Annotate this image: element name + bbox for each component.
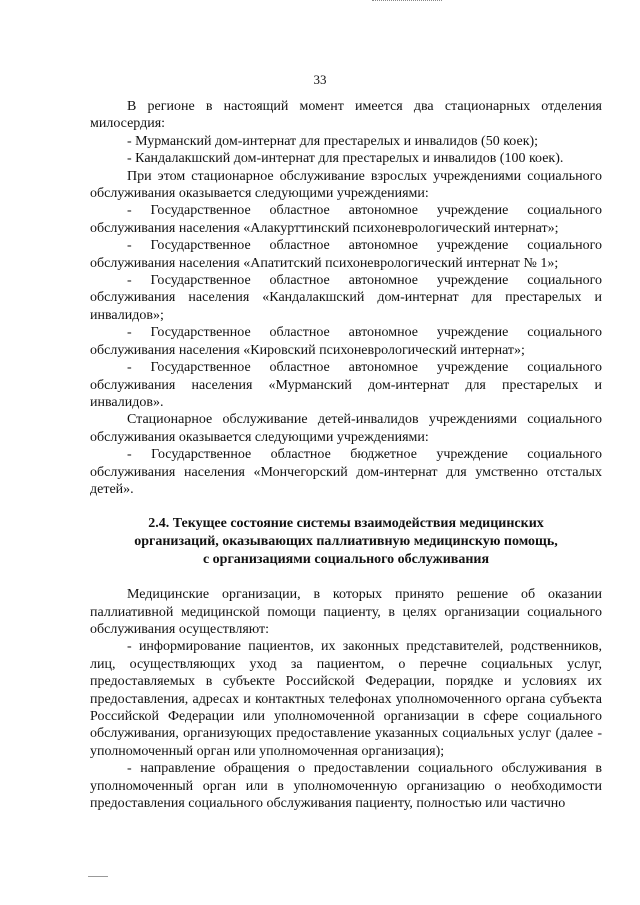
page-number: 33 [313, 72, 327, 87]
scan-artifact-bottom [88, 876, 108, 877]
list-item: - Кандалакшский дом-интернат для престарелых и инвалидов (100 коек). [127, 151, 564, 167]
list-item: - информирование пациентов, их законных представителей, родственников, лиц, осуществляющих уход за пациентом, о перечне социальных услуг, предоставляемых в субъекте Российской Федерации, порядке и условиях их предоставления, адресах и контактных телефонах уполномоченного органа субъекта Российской Федерации или уполномоченной организации в сфере социального обслуживания, организующих предоставление указанных социальных услуг (далее - уполномоченный орган или уполномоченная организация); [90, 639, 602, 759]
paragraph: В регионе в настоящий момент имеется два стационарных отделения милосердия: [90, 99, 602, 132]
section-heading [90, 515, 602, 568]
list-item: - Государственное областное бюджетное учреждение социального обслуживания населения «Мончегорский дом-интернат для умственно отсталых детей». [90, 447, 602, 497]
list-item: - Государственное областное автономное учреждение социального обслуживания населения «Кировский психоневрологический интернат»; [90, 325, 602, 358]
paragraph: При этом стационарное обслуживание взрослых учреждениями социального обслуживания оказывается следующими учреждениями: [90, 168, 602, 202]
list-item: - Государственное областное автономное учреждение социального обслуживания населения «Апатитский психоневрологический интернат № 1»; [90, 238, 602, 271]
section-heading-line: организаций, оказывающих паллиативную медицинскую помощь, [134, 533, 558, 549]
list-item: - Государственное областное автономное учреждение социального обслуживания населения «Алакурттинский психоневрологический интернат»; [90, 203, 602, 236]
section-heading-line: 2.4. Текущее состояние системы взаимодействия медицинских [148, 516, 544, 532]
paragraph: Стационарное обслуживание детей-инвалидов учреждениями социального обслуживания оказывается следующими учреждениями: [90, 412, 602, 445]
list-item: - Государственное областное автономное учреждение социального обслуживания населения «Кандалакшский дом-интернат для престарелых и инвалидов»; [90, 273, 602, 323]
section-heading-line: с организациями социального обслуживания [202, 551, 490, 567]
list-item: - Государственное областное автономное учреждение социального обслуживания населения «Мурманский дом-интернат для престарелых и инвалидов». [90, 360, 602, 410]
scan-artifact-top [372, 0, 442, 4]
list-item: - направление обращения о предоставлении социального обслуживания в уполномоченный орган или в уполномоченную организацию о необходимости предоставления социального обслуживания пациенту, полностью или частично [90, 761, 602, 811]
list-item: - Мурманский дом-интернат для престарелых и инвалидов (50 коек); [127, 133, 539, 149]
document-body [90, 98, 602, 812]
paragraph: Медицинские организации, в которых принято решение об оказании паллиативной медицинской помощи пациенту, в целях организации социального обслуживания осуществляют: [90, 587, 602, 637]
